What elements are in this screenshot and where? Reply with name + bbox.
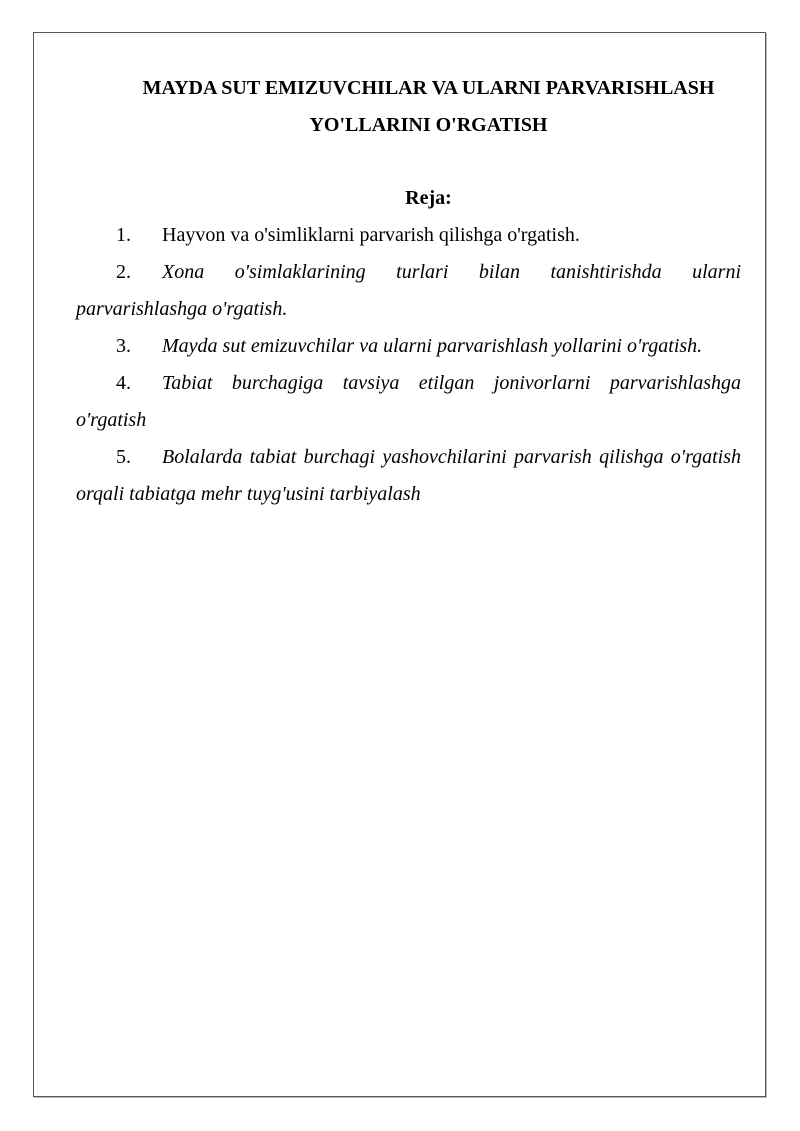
plan-item-number: 5. (116, 446, 131, 468)
plan-item-number: 4. (116, 372, 131, 394)
title-line-2: YO'LLARINI O'RGATISH (309, 114, 548, 136)
plan-item-3 (76, 328, 741, 365)
plan-item-2 (76, 254, 741, 328)
plan-item-text: Mayda sut emizuvchilar va ularni parvarishlash yollarini o'rgatish. (162, 335, 703, 357)
plan-item-text: Bolalarda tabiat burchagi yashovchilarini parvarish qilishga o'rgatish orqali tabiatga mehr tuyg'usini tarbiyalash (76, 446, 741, 505)
document-title (76, 70, 741, 144)
plan-list (76, 217, 741, 513)
plan-item-text: Xona o'simlaklarining turlari bilan tanishtirishda ularni parvarishlashga o'rgatish. (76, 261, 741, 320)
plan-item-4 (76, 365, 741, 439)
plan-item-1 (76, 217, 741, 254)
plan-heading: Reja: (405, 187, 452, 209)
title-line-1: MAYDA SUT EMIZUVCHILAR VA ULARNI PARVARISHLASH (142, 77, 715, 99)
plan-item-number: 1. (116, 224, 131, 246)
plan-item-5 (76, 439, 741, 513)
document-content (76, 70, 741, 513)
plan-item-text: Hayvon va o'simliklarni parvarish qilishga o'rgatish. (162, 224, 580, 246)
plan-item-number: 3. (116, 335, 131, 357)
plan-item-number: 2. (116, 261, 131, 283)
plan-item-text: Tabiat burchagiga tavsiya etilgan jonivorlarni parvarishlashga o'rgatish (76, 372, 741, 431)
